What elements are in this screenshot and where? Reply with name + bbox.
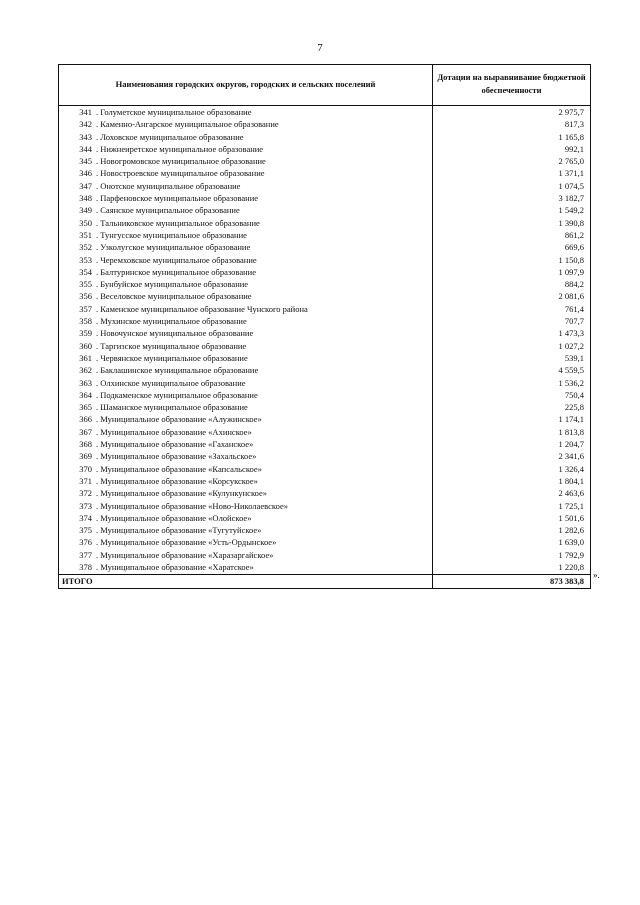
settlement-name: Каменно-Ангарское муниципальное образование [100,119,279,130]
subsidy-value: 861,2 [433,229,591,241]
settlement-cell [59,217,433,229]
row-number-dot: . [96,512,101,523]
row-number: 361 [79,352,92,363]
subsidy-value: 707,7 [433,315,591,327]
table-row [59,118,591,130]
row-number-dot: . [96,451,101,462]
total-label: ИТОГО [59,575,433,589]
settlement-cell [59,463,433,475]
settlement-name: Веселовское муниципальное образование [100,291,252,302]
settlement-name: Муниципальное образование «Кулункунское» [100,488,268,499]
total-value: 873 383,8 [433,575,591,589]
settlement-cell [59,278,433,290]
table-row [59,377,591,389]
table-row [59,315,591,327]
row-number: 369 [79,451,92,462]
row-number-dot: . [96,303,101,314]
settlement-cell [59,303,433,315]
settlement-cell [59,155,433,167]
settlement-name: Муниципальное образование «Тугутуйское» [100,525,262,536]
subsidy-value: 2 081,6 [433,290,591,302]
table-row [59,254,591,266]
settlement-cell [59,536,433,548]
row-number: 367 [79,426,92,437]
table-row [59,266,591,278]
subsidy-value: 2 765,0 [433,155,591,167]
settlement-cell [59,167,433,179]
subsidy-value: 1 536,2 [433,377,591,389]
settlement-cell [59,143,433,155]
table-row [59,290,591,302]
settlement-cell [59,229,433,241]
row-number: 355 [79,279,92,290]
table-row [59,450,591,462]
settlement-cell [59,500,433,512]
row-number: 372 [79,488,92,499]
settlement-cell [59,266,433,278]
row-number: 366 [79,414,92,425]
row-number: 349 [79,205,92,216]
row-number-dot: . [96,180,101,191]
settlement-name: Балтуринское муниципальное образование [100,266,256,277]
subsidy-value: 1 371,1 [433,167,591,179]
settlement-cell [59,180,433,192]
table-row [59,413,591,425]
row-number-dot: . [96,217,101,228]
header-settlement-name: Наименования городских округов, городских и сельских поселений [59,65,433,106]
row-number: 346 [79,168,92,179]
subsidy-value: 225,8 [433,401,591,413]
settlement-cell [59,377,433,389]
table-row [59,487,591,499]
row-number: 371 [79,475,92,486]
table-row [59,512,591,524]
settlement-cell [59,413,433,425]
settlement-cell [59,241,433,253]
table-row [59,561,591,575]
row-number-dot: . [96,316,101,327]
settlement-name: Узколугское муниципальное образование [100,242,251,253]
subsidy-value: 1 473,3 [433,327,591,339]
table-row [59,463,591,475]
settlement-name: Новостроевское муниципальное образование [100,168,265,179]
settlement-name: Муниципальное образование «Капсальское» [100,463,262,474]
settlement-cell [59,340,433,352]
settlement-cell [59,438,433,450]
settlement-cell [59,450,433,462]
settlement-name: Таргизское муниципальное образование [100,340,247,351]
row-number: 350 [79,217,92,228]
subsidy-value: 2 341,6 [433,450,591,462]
settlement-name: Онотское муниципальное образование [100,180,241,191]
settlement-cell [59,401,433,413]
table-row [59,106,591,119]
settlement-name: Черемховское муниципальное образование [100,254,257,265]
row-number-dot: . [96,193,101,204]
row-number: 359 [79,328,92,339]
row-number-dot: . [96,439,101,450]
settlement-cell [59,315,433,327]
table-row [59,438,591,450]
row-number-dot: . [96,340,101,351]
row-number: 357 [79,303,92,314]
subsidy-value: 817,3 [433,118,591,130]
settlement-name: Муниципальное образование «Захальское» [100,451,257,462]
row-number-dot: . [96,525,101,536]
row-number: 345 [79,156,92,167]
subsidy-value: 669,6 [433,241,591,253]
settlement-name: Новогромовское муниципальное образование [100,156,266,167]
subsidy-value: 1 165,8 [433,131,591,143]
row-number-dot: . [96,168,101,179]
row-number: 342 [79,119,92,130]
settlement-name: Муниципальное образование «Харазаргайское» [100,549,274,560]
settlement-cell [59,106,433,119]
subsidy-value: 1 220,8 [433,561,591,575]
table-row [59,364,591,376]
row-number-dot: . [96,291,101,302]
settlement-cell [59,352,433,364]
settlement-name: Червянское муниципальное образование [100,352,248,363]
table-row [59,192,591,204]
row-number: 375 [79,525,92,536]
table-row [59,217,591,229]
settlement-name: Мухинское муниципальное образование [100,316,247,327]
row-number-dot: . [96,365,101,376]
row-number-dot: . [96,537,101,548]
settlement-cell [59,364,433,376]
settlement-cell [59,487,433,499]
settlement-name: Муниципальное образование «Корсукское» [100,475,258,486]
row-number-dot: . [96,254,101,265]
row-number-dot: . [96,156,101,167]
closing-quote: ». [593,570,600,580]
row-number-dot: . [96,475,101,486]
settlement-name: Саянское муниципальное образование [100,205,240,216]
settlement-cell [59,524,433,536]
settlement-name: Нижнеиретское муниципальное образование [100,143,264,154]
row-number: 343 [79,131,92,142]
settlement-name: Бунбуйское муниципальное образование [100,279,249,290]
row-number: 364 [79,389,92,400]
row-number: 341 [79,107,92,117]
row-number: 377 [79,549,92,560]
subsidy-value: 1 150,8 [433,254,591,266]
table-header-row [59,65,591,106]
table-row [59,278,591,290]
row-number-dot: . [96,561,101,572]
row-number: 344 [79,143,92,154]
subsidy-value: 1 204,7 [433,438,591,450]
subsidy-value: 1 804,1 [433,475,591,487]
subsidy-value: 1 074,5 [433,180,591,192]
settlement-name: Олхинское муниципальное образование [100,377,246,388]
row-number-dot: . [96,143,101,154]
row-number-dot: . [96,266,101,277]
total-row [59,575,591,589]
settlement-cell [59,561,433,575]
settlement-name: Тальниковское муниципальное образование [100,217,260,228]
subsidy-value: 539,1 [433,352,591,364]
row-number-dot: . [96,549,101,560]
table-row [59,401,591,413]
subsidy-value: 3 182,7 [433,192,591,204]
row-number: 378 [79,561,92,572]
row-number: 360 [79,340,92,351]
settlement-name: Муниципальное образование «Алужинское» [100,414,262,425]
settlement-name: Подкаменское муниципальное образование [100,389,258,400]
row-number-dot: . [96,328,101,339]
row-number: 374 [79,512,92,523]
table-row [59,340,591,352]
row-number: 365 [79,402,92,413]
subsidy-value: 1 725,1 [433,500,591,512]
subsidy-value: 1 813,8 [433,426,591,438]
header-subsidy-amount: Дотации на выравнивание бюджетной обеспеченности [433,65,591,106]
row-number: 351 [79,229,92,240]
settlement-cell [59,475,433,487]
subsidy-value: 1 549,2 [433,204,591,216]
settlement-cell [59,426,433,438]
table-row [59,352,591,364]
settlement-name: Каменское муниципальное образование Чунского района [100,303,308,314]
row-number: 373 [79,500,92,511]
settlement-cell [59,327,433,339]
row-number-dot: . [96,389,101,400]
table-row [59,475,591,487]
subsidy-value: 761,4 [433,303,591,315]
page-number: 7 [317,42,323,54]
table-row [59,524,591,536]
budget-subsidy-table [58,64,591,589]
settlement-name: Муниципальное образование «Гаханское» [100,439,254,450]
row-number-dot: . [96,242,101,253]
table-row [59,167,591,179]
settlement-name: Муниципальное образование «Олойское» [100,512,252,523]
row-number-dot: . [96,279,101,290]
subsidy-value: 1 282,6 [433,524,591,536]
settlement-cell [59,512,433,524]
table-row [59,536,591,548]
subsidy-value: 1 174,1 [433,413,591,425]
row-number-dot: . [96,402,101,413]
table-row [59,180,591,192]
subsidy-value: 750,4 [433,389,591,401]
row-number: 363 [79,377,92,388]
table-row [59,500,591,512]
row-number-dot: . [96,488,101,499]
subsidy-value: 2 463,6 [433,487,591,499]
table-row [59,327,591,339]
table-row [59,303,591,315]
settlement-name: Муниципальное образование «Ново-Николаевское» [100,500,288,511]
settlement-cell [59,254,433,266]
table-row [59,229,591,241]
settlement-cell [59,204,433,216]
row-number: 356 [79,291,92,302]
subsidy-value: 992,1 [433,143,591,155]
subsidy-value: 884,2 [433,278,591,290]
row-number: 353 [79,254,92,265]
row-number: 347 [79,180,92,191]
row-number-dot: . [96,229,101,240]
table-row [59,549,591,561]
row-number: 358 [79,316,92,327]
row-number-dot: . [96,500,101,511]
row-number-dot: . [96,426,101,437]
row-number-dot: . [96,205,101,216]
subsidy-value: 2 975,7 [433,106,591,119]
settlement-name: Голуметское муниципальное образование [100,107,252,117]
table-row [59,155,591,167]
settlement-name: Муниципальное образование «Усть-Ордынское» [100,537,277,548]
table-row [59,241,591,253]
row-number-dot: . [96,107,101,117]
subsidy-value: 1 501,6 [433,512,591,524]
row-number: 368 [79,439,92,450]
settlement-cell [59,131,433,143]
row-number: 348 [79,193,92,204]
settlement-name: Муниципальное образование «Харатское» [100,561,254,572]
table-row [59,131,591,143]
settlement-name: Новочунское муниципальное образование [100,328,254,339]
table-row [59,426,591,438]
row-number-dot: . [96,463,101,474]
subsidy-value: 1 639,0 [433,536,591,548]
subsidy-value: 1 326,4 [433,463,591,475]
table-body [59,106,591,575]
settlement-cell [59,290,433,302]
settlement-name: Муниципальное образование «Ахинское» [100,426,252,437]
row-number: 362 [79,365,92,376]
subsidy-value: 1 097,9 [433,266,591,278]
row-number: 370 [79,463,92,474]
settlement-name: Парфеновское муниципальное образование [100,193,259,204]
row-number-dot: . [96,131,101,142]
table-row [59,143,591,155]
table-row [59,204,591,216]
row-number: 376 [79,537,92,548]
settlement-cell [59,389,433,401]
settlement-cell [59,549,433,561]
subsidy-value: 1 792,9 [433,549,591,561]
settlement-cell [59,118,433,130]
settlement-name: Шаманское муниципальное образование [100,402,248,413]
settlement-name: Баклашинское муниципальное образование [100,365,259,376]
subsidy-value: 1 390,8 [433,217,591,229]
settlement-name: Тунгусское муниципальное образование [100,229,247,240]
row-number-dot: . [96,414,101,425]
table-row [59,389,591,401]
row-number: 352 [79,242,92,253]
row-number: 354 [79,266,92,277]
settlement-cell [59,192,433,204]
settlement-name: Лоховское муниципальное образование [100,131,244,142]
row-number-dot: . [96,377,101,388]
subsidy-value: 4 559,5 [433,364,591,376]
subsidy-value: 1 027,2 [433,340,591,352]
row-number-dot: . [96,119,101,130]
row-number-dot: . [96,352,101,363]
